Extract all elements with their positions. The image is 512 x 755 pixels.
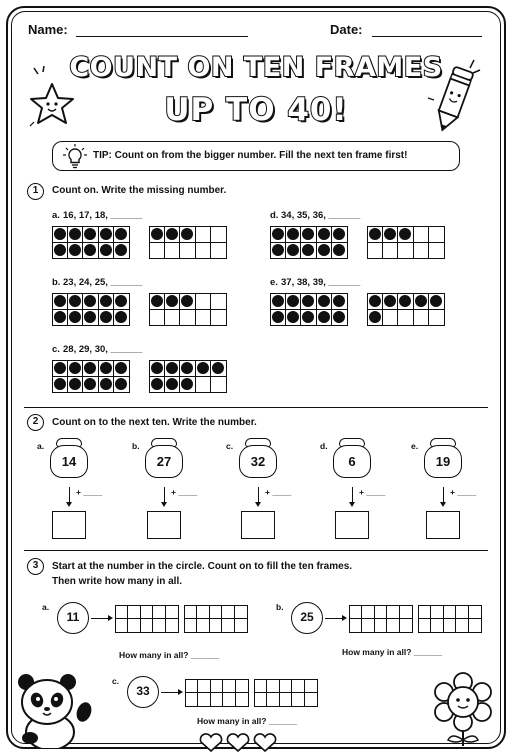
- empty-cell[interactable]: [305, 680, 317, 693]
- counter-dot: [180, 227, 195, 243]
- counter-dot: [211, 361, 226, 377]
- counter-dot: [271, 243, 286, 259]
- jar-number: 14: [50, 445, 88, 478]
- section-2-number: 2: [27, 414, 44, 431]
- empty-cell[interactable]: [255, 693, 267, 706]
- honey-jar: [145, 438, 183, 478]
- how-many-question[interactable]: How many in all? ______: [197, 716, 298, 726]
- right-arrow: [325, 618, 345, 619]
- title-line-2: UP TO 40!: [164, 92, 348, 128]
- add-blank[interactable]: + ____: [265, 487, 292, 497]
- empty-cell[interactable]: [211, 680, 223, 693]
- empty-cell: [383, 310, 398, 326]
- empty-cell[interactable]: [210, 606, 222, 619]
- empty-cell[interactable]: [456, 619, 468, 632]
- star-icon: [24, 62, 84, 134]
- empty-cell[interactable]: [350, 619, 362, 632]
- section-3-number: 3: [27, 558, 44, 575]
- empty-cell[interactable]: [210, 619, 222, 632]
- empty-cell[interactable]: [400, 619, 412, 632]
- empty-cell[interactable]: [387, 606, 399, 619]
- add-blank[interactable]: + ____: [76, 487, 103, 497]
- empty-cell[interactable]: [400, 606, 412, 619]
- item-label: c.: [112, 676, 120, 686]
- counter-dot: [301, 310, 316, 326]
- empty-cell: [211, 227, 226, 243]
- right-arrow: [161, 692, 181, 693]
- blank-ten-frame[interactable]: [254, 679, 318, 707]
- counter-dot: [301, 227, 316, 243]
- blank-ten-frame[interactable]: [184, 605, 248, 633]
- empty-cell[interactable]: [198, 680, 210, 693]
- empty-cell[interactable]: [255, 680, 267, 693]
- item-label: a.: [52, 210, 60, 221]
- empty-cell: [196, 294, 211, 310]
- down-arrow: [164, 487, 165, 505]
- empty-cell: [196, 243, 211, 259]
- section-divider: [24, 550, 488, 551]
- empty-cell: [398, 243, 413, 259]
- counter-dot: [180, 361, 195, 377]
- counter-dot: [68, 310, 83, 326]
- counter-dot: [53, 377, 68, 393]
- empty-cell[interactable]: [280, 693, 292, 706]
- honey-jar: [239, 438, 277, 478]
- counter-dot: [165, 361, 180, 377]
- counter-dot: [83, 294, 98, 310]
- counter-dot: [150, 227, 165, 243]
- empty-cell[interactable]: [185, 619, 197, 632]
- counter-dot: [317, 294, 332, 310]
- counter-dot: [53, 243, 68, 259]
- counter-dot: [53, 227, 68, 243]
- empty-cell: [180, 243, 195, 259]
- empty-cell: [429, 227, 444, 243]
- honey-jar: [333, 438, 371, 478]
- jar-number: 6: [333, 445, 371, 478]
- item-label: c.: [52, 344, 60, 355]
- empty-cell[interactable]: [375, 619, 387, 632]
- empty-cell: [180, 310, 195, 326]
- counter-dot: [286, 294, 301, 310]
- empty-cell[interactable]: [444, 619, 456, 632]
- empty-cell[interactable]: [305, 693, 317, 706]
- empty-cell: [414, 243, 429, 259]
- date-label: Date:: [330, 22, 363, 37]
- item-label: d.: [270, 210, 279, 221]
- counter-dot: [368, 310, 383, 326]
- counter-dot: [414, 294, 429, 310]
- answer-box[interactable]: [426, 511, 460, 539]
- counter-dot: [114, 294, 129, 310]
- empty-cell[interactable]: [153, 619, 165, 632]
- counter-dot: [68, 243, 83, 259]
- empty-cell: [150, 310, 165, 326]
- item-label: c.: [226, 441, 234, 451]
- empty-cell[interactable]: [197, 619, 209, 632]
- empty-cell[interactable]: [197, 606, 209, 619]
- number-sequence[interactable]: 16, 17, 18, ______: [63, 210, 143, 221]
- title-line-1: COUNT ON TEN FRAMES: [69, 52, 443, 83]
- section-divider: [24, 407, 488, 408]
- empty-cell: [211, 243, 226, 259]
- counter-dot: [317, 227, 332, 243]
- counter-dot: [165, 227, 180, 243]
- flower-icon: [430, 672, 496, 746]
- item-label: a.: [37, 441, 45, 451]
- down-arrow: [69, 487, 70, 505]
- counter-dot: [368, 227, 383, 243]
- empty-cell[interactable]: [431, 606, 443, 619]
- add-blank[interactable]: + ____: [359, 487, 386, 497]
- empty-cell[interactable]: [431, 619, 443, 632]
- empty-cell[interactable]: [236, 693, 248, 706]
- empty-cell[interactable]: [280, 680, 292, 693]
- item-label: b.: [276, 602, 284, 612]
- counter-dot: [271, 227, 286, 243]
- empty-cell[interactable]: [267, 680, 279, 693]
- jar-number: 19: [424, 445, 462, 478]
- empty-cell: [211, 377, 226, 393]
- empty-cell[interactable]: [198, 693, 210, 706]
- jar-number: 27: [145, 445, 183, 478]
- counter-dot: [398, 227, 413, 243]
- empty-cell[interactable]: [223, 693, 235, 706]
- counter-dot: [83, 361, 98, 377]
- counter-dot: [99, 377, 114, 393]
- empty-cell: [196, 227, 211, 243]
- empty-cell[interactable]: [267, 693, 279, 706]
- name-line[interactable]: [76, 36, 248, 37]
- counter-dot: [99, 243, 114, 259]
- counter-dot: [301, 243, 316, 259]
- counter-dot: [99, 227, 114, 243]
- answer-box[interactable]: [241, 511, 275, 539]
- empty-cell[interactable]: [211, 693, 223, 706]
- start-number-circle: 25: [291, 602, 323, 634]
- empty-cell[interactable]: [186, 680, 198, 693]
- section-1-instruction: Count on. Write the missing number.: [52, 185, 227, 196]
- how-many-question[interactable]: How many in all? ______: [119, 650, 220, 660]
- counter-dot: [286, 310, 301, 326]
- empty-cell[interactable]: [128, 606, 140, 619]
- blank-ten-frame[interactable]: [349, 605, 413, 633]
- empty-cell[interactable]: [292, 693, 304, 706]
- counter-dot: [114, 377, 129, 393]
- ten-frame: [52, 360, 130, 393]
- empty-cell[interactable]: [116, 619, 128, 632]
- blank-ten-frame[interactable]: [115, 605, 179, 633]
- empty-cell[interactable]: [456, 606, 468, 619]
- section-2-instruction: Count on to the next ten. Write the number.: [52, 417, 257, 428]
- empty-cell[interactable]: [141, 619, 153, 632]
- counter-dot: [83, 377, 98, 393]
- ten-frame: [367, 226, 445, 259]
- empty-cell[interactable]: [236, 680, 248, 693]
- number-sequence[interactable]: 34, 35, 36, ______: [281, 210, 361, 221]
- name-label: Name:: [28, 22, 68, 37]
- section-3-instruction-line-2: Then write how many in all.: [52, 576, 183, 587]
- ten-frame: [367, 293, 445, 326]
- counter-dot: [53, 294, 68, 310]
- empty-cell: [211, 310, 226, 326]
- counter-dot: [398, 294, 413, 310]
- item-label: b.: [52, 277, 61, 288]
- empty-cell: [398, 310, 413, 326]
- counter-dot: [114, 227, 129, 243]
- empty-cell[interactable]: [419, 606, 431, 619]
- number-sequence[interactable]: 23, 24, 25, ______: [63, 277, 143, 288]
- down-arrow: [352, 487, 353, 505]
- counter-dot: [83, 310, 98, 326]
- number-sequence[interactable]: 37, 38, 39, ______: [281, 277, 361, 288]
- counter-dot: [332, 227, 347, 243]
- empty-cell[interactable]: [387, 619, 399, 632]
- empty-cell[interactable]: [469, 606, 481, 619]
- empty-cell[interactable]: [444, 606, 456, 619]
- counter-dot: [180, 377, 195, 393]
- counter-dot: [317, 310, 332, 326]
- answer-box[interactable]: [147, 511, 181, 539]
- counter-dot: [68, 361, 83, 377]
- counter-dot: [83, 227, 98, 243]
- honey-jar: [424, 438, 462, 478]
- empty-cell: [368, 243, 383, 259]
- item-label: e.: [270, 277, 278, 288]
- empty-cell: [165, 310, 180, 326]
- empty-cell[interactable]: [362, 606, 374, 619]
- counter-dot: [332, 243, 347, 259]
- counter-dot: [286, 243, 301, 259]
- counter-dot: [114, 361, 129, 377]
- empty-cell: [414, 227, 429, 243]
- tip-text: TIP: Count on from the bigger number. Fill the next ten frame first!: [93, 150, 408, 161]
- ten-frame: [270, 226, 348, 259]
- lightbulb-icon: [62, 143, 88, 170]
- empty-cell[interactable]: [235, 606, 247, 619]
- ten-frame: [149, 360, 227, 393]
- empty-cell: [196, 377, 211, 393]
- panda-icon: [12, 672, 98, 748]
- counter-dot: [368, 294, 383, 310]
- down-arrow: [258, 487, 259, 505]
- start-number-circle: 11: [57, 602, 89, 634]
- empty-cell[interactable]: [166, 606, 178, 619]
- section-1-number: 1: [27, 183, 44, 200]
- counter-dot: [429, 294, 444, 310]
- counter-dot: [99, 294, 114, 310]
- ten-frame: [149, 293, 227, 326]
- counter-dot: [83, 243, 98, 259]
- answer-box[interactable]: [335, 511, 369, 539]
- counter-dot: [99, 361, 114, 377]
- empty-cell: [414, 310, 429, 326]
- counter-dot: [99, 310, 114, 326]
- start-number-circle: 33: [127, 676, 159, 708]
- empty-cell[interactable]: [166, 619, 178, 632]
- jar-number: 32: [239, 445, 277, 478]
- right-arrow: [91, 618, 111, 619]
- empty-cell[interactable]: [186, 693, 198, 706]
- empty-cell[interactable]: [128, 619, 140, 632]
- item-label: e.: [411, 441, 419, 451]
- empty-cell[interactable]: [185, 606, 197, 619]
- empty-cell[interactable]: [419, 619, 431, 632]
- how-many-question[interactable]: How many in all? ______: [342, 647, 443, 657]
- ten-frame: [149, 226, 227, 259]
- counter-dot: [68, 227, 83, 243]
- empty-cell[interactable]: [362, 619, 374, 632]
- honey-jar: [50, 438, 88, 478]
- counter-dot: [317, 243, 332, 259]
- counter-dot: [150, 361, 165, 377]
- counter-dot: [165, 294, 180, 310]
- blank-ten-frame[interactable]: [185, 679, 249, 707]
- pencil-icon: [424, 54, 484, 140]
- empty-cell[interactable]: [223, 680, 235, 693]
- counter-dot: [286, 227, 301, 243]
- counter-dot: [150, 294, 165, 310]
- add-blank[interactable]: + ____: [450, 487, 477, 497]
- empty-cell[interactable]: [469, 619, 481, 632]
- item-label: d.: [320, 441, 328, 451]
- empty-cell[interactable]: [350, 606, 362, 619]
- empty-cell[interactable]: [235, 619, 247, 632]
- section-3-instruction-line-1: Start at the number in the circle. Count on to fill the ten frames.: [52, 561, 353, 572]
- counter-dot: [332, 294, 347, 310]
- empty-cell[interactable]: [116, 606, 128, 619]
- empty-cell[interactable]: [222, 619, 234, 632]
- down-arrow: [443, 487, 444, 505]
- counter-dot: [53, 310, 68, 326]
- empty-cell: [383, 243, 398, 259]
- date-line[interactable]: [372, 36, 482, 37]
- counter-dot: [114, 243, 129, 259]
- number-sequence[interactable]: 28, 29, 30, ______: [63, 344, 143, 355]
- counter-dot: [332, 310, 347, 326]
- counter-dot: [271, 294, 286, 310]
- counter-dot: [383, 294, 398, 310]
- counter-dot: [180, 294, 195, 310]
- counter-dot: [53, 361, 68, 377]
- counter-dot: [165, 377, 180, 393]
- empty-cell[interactable]: [141, 606, 153, 619]
- empty-cell[interactable]: [375, 606, 387, 619]
- ten-frame: [52, 293, 130, 326]
- counter-dot: [301, 294, 316, 310]
- ten-frame: [52, 226, 130, 259]
- counter-dot: [68, 377, 83, 393]
- counter-dot: [196, 361, 211, 377]
- tip-box: [52, 141, 460, 171]
- empty-cell: [211, 294, 226, 310]
- counter-dot: [68, 294, 83, 310]
- counter-dot: [271, 310, 286, 326]
- empty-cell: [150, 243, 165, 259]
- empty-cell: [165, 243, 180, 259]
- empty-cell[interactable]: [292, 680, 304, 693]
- empty-cell: [429, 243, 444, 259]
- item-label: a.: [42, 602, 50, 612]
- answer-box[interactable]: [52, 511, 86, 539]
- counter-dot: [114, 310, 129, 326]
- empty-cell: [196, 310, 211, 326]
- blank-ten-frame[interactable]: [418, 605, 482, 633]
- empty-cell: [429, 310, 444, 326]
- counter-dot: [150, 377, 165, 393]
- add-blank[interactable]: + ____: [171, 487, 198, 497]
- counter-dot: [383, 227, 398, 243]
- empty-cell[interactable]: [222, 606, 234, 619]
- heart-icon: [198, 733, 278, 753]
- ten-frame: [270, 293, 348, 326]
- item-label: b.: [132, 441, 140, 451]
- empty-cell[interactable]: [153, 606, 165, 619]
